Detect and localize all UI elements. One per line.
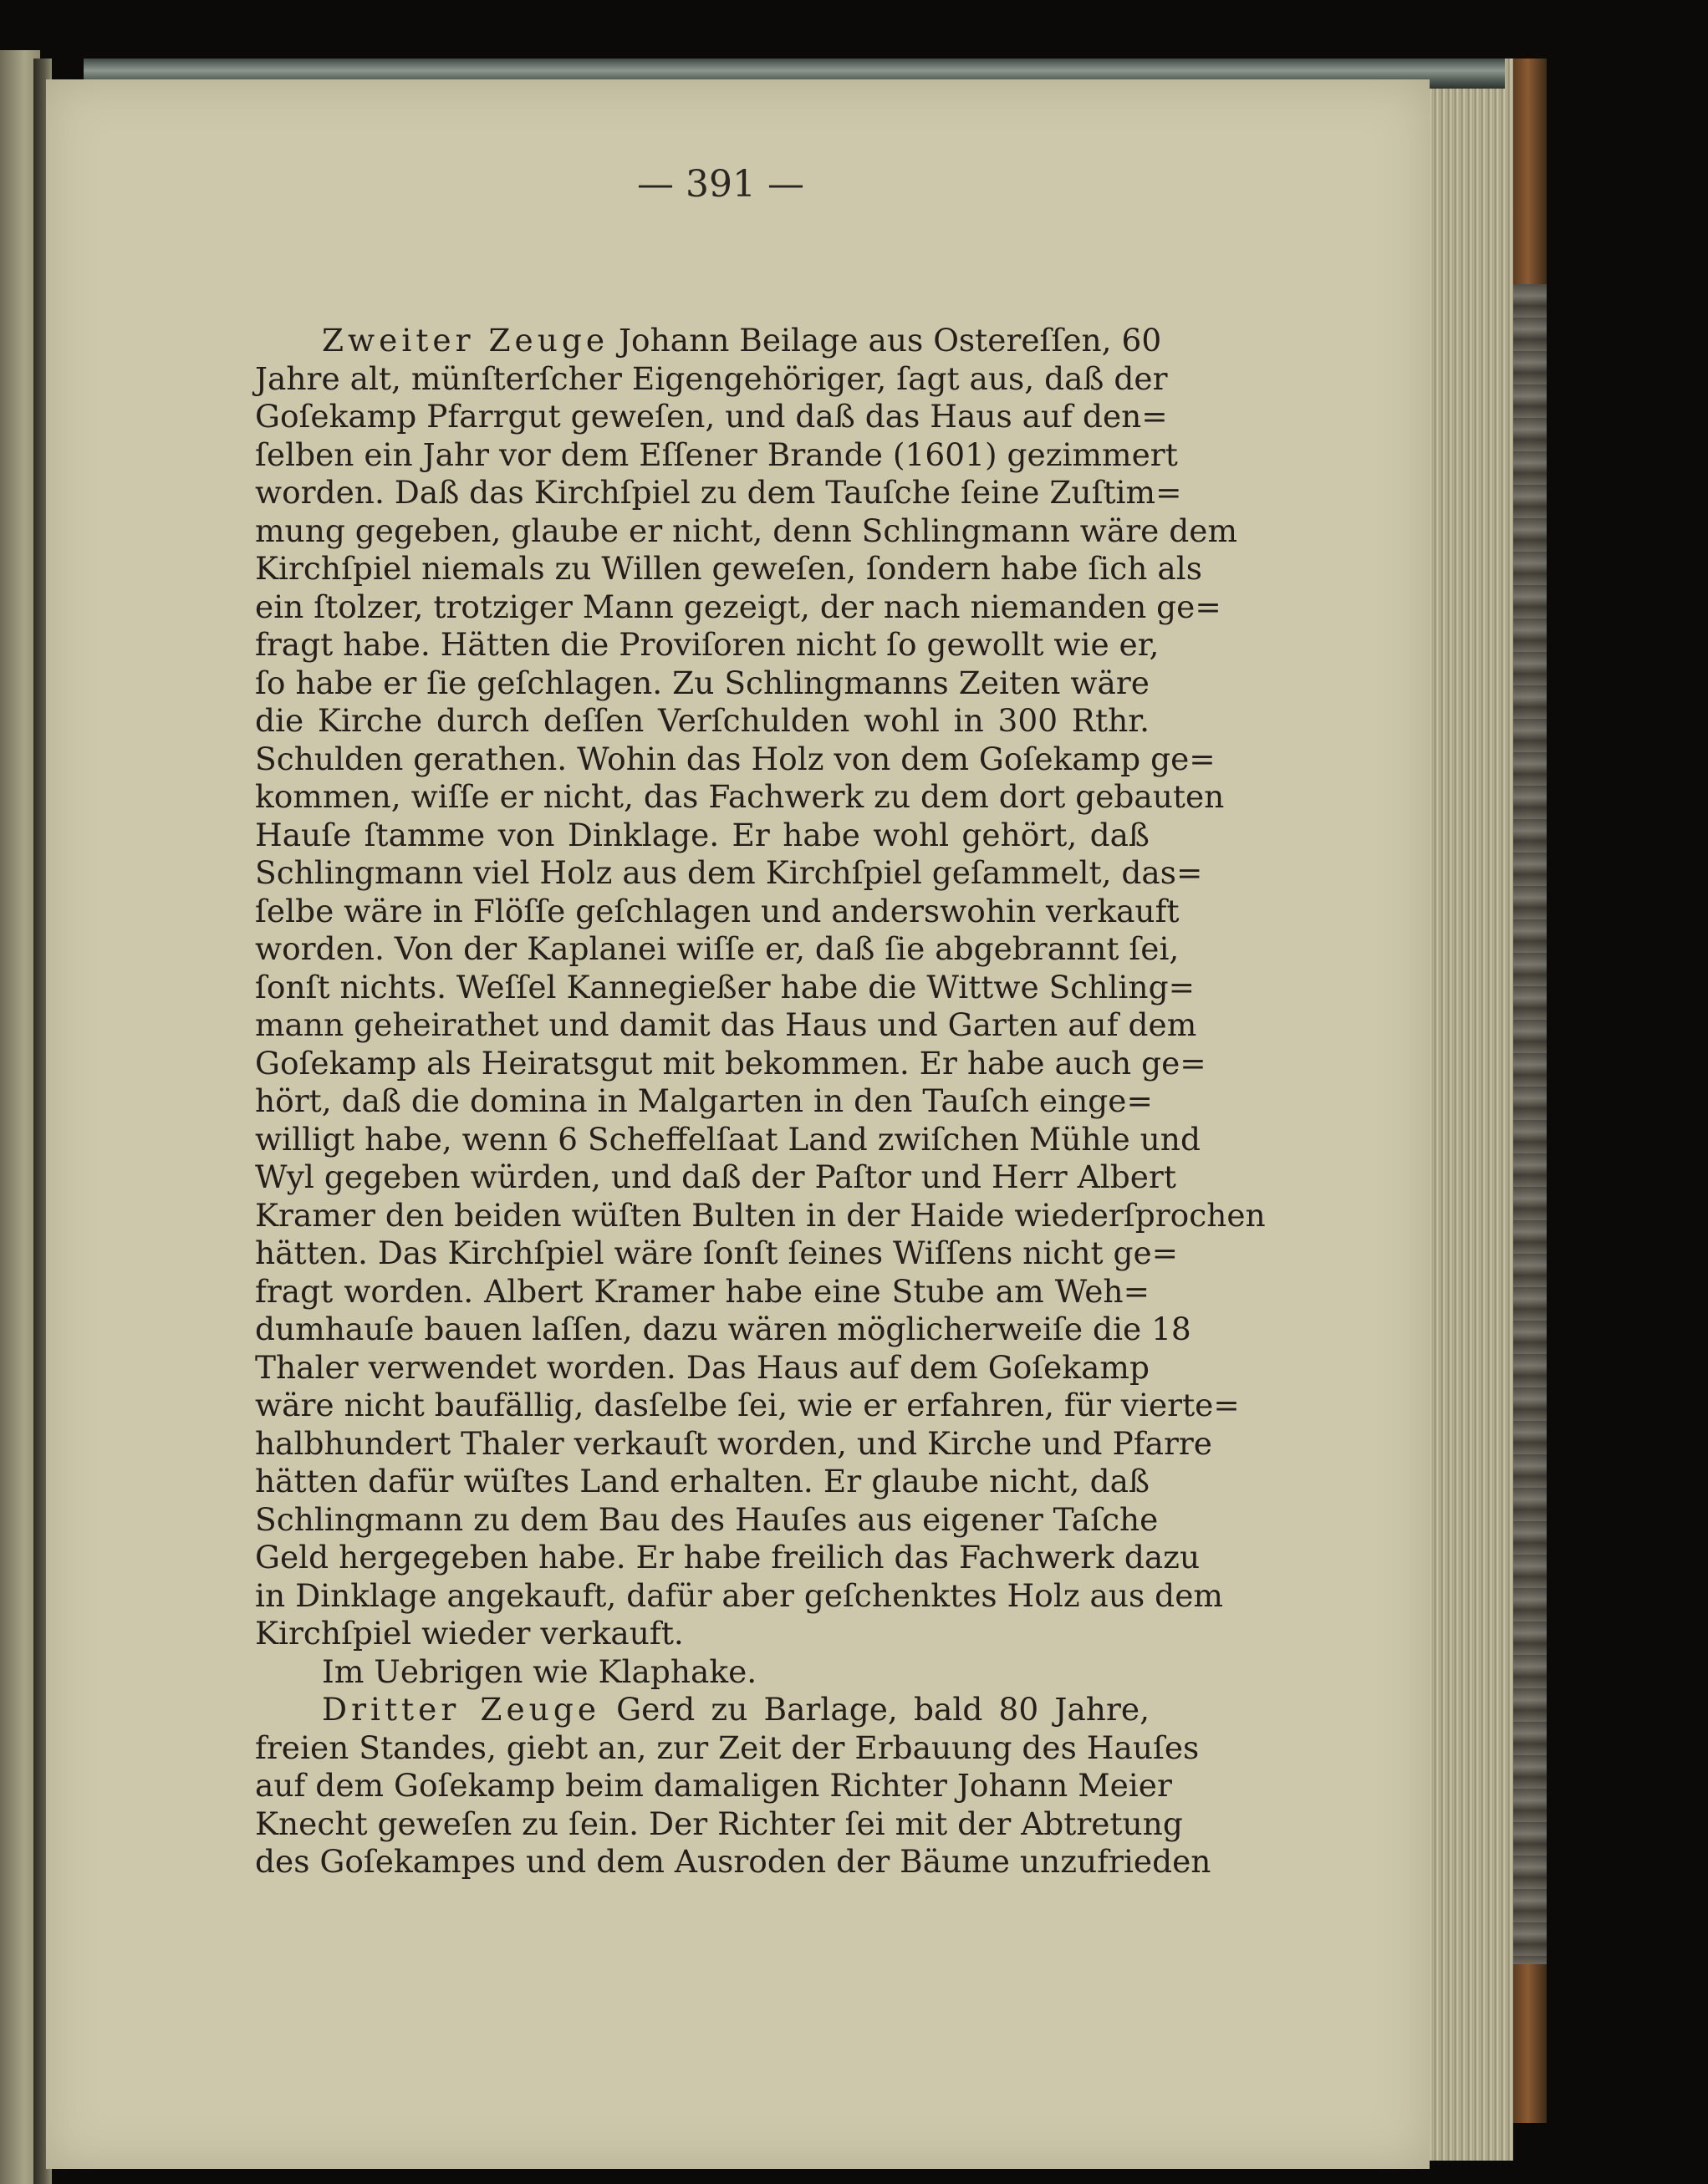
line-text: freien Standes, giebt an, zur Zeit der Erbauung des Hauſes (255, 1728, 1200, 1766)
line-text: wäre nicht baufällig, dasſelbe ſei, wie er erfahren, für vierte= (255, 1387, 1240, 1423)
text-line (255, 1387, 1240, 1425)
line-text: des Goſekampes und dem Ausroden der Bäume unzufrieden (255, 1843, 1211, 1880)
text-line (255, 588, 1221, 627)
text-line (255, 1424, 1212, 1464)
text-line (255, 322, 1162, 360)
text-line (255, 1006, 1197, 1045)
line-text: Knecht geweſen zu ſein. Der Richter ſei mit der Abtretung (255, 1805, 1183, 1842)
line-text: Geld hergegeben habe. Er habe freilich das Fachwerk dazu (255, 1539, 1201, 1576)
text-line (255, 1311, 1191, 1349)
line-text: Goſekamp Pfarrgut geweſen, und daß das Haus auf den= (255, 398, 1168, 435)
text-line (255, 1463, 1150, 1501)
text-line (255, 1120, 1201, 1159)
line-text: hört, daß die domina in Malgarten in den Tauſch einge= (255, 1082, 1153, 1119)
line-text: fragt worden. Albert Kramer habe eine Stube am Weh= (255, 1272, 1150, 1310)
line-text: fragt habe. Hätten die Proviſoren nicht ſo gewollt wie er, (255, 626, 1160, 663)
text-line (255, 1576, 1223, 1616)
text-line (255, 359, 1168, 399)
text-line (255, 778, 1225, 817)
line-text: Goſekamp als Heiratsgut mit bekommen. Er habe auch ge= (255, 1044, 1206, 1082)
text-line (255, 1805, 1183, 1844)
text-line (255, 1082, 1153, 1121)
text-line (255, 1691, 1150, 1729)
line-text: worden. Daß das Kirchſpiel zu dem Tauſche ſeine Zuſtim= (255, 474, 1182, 511)
line-text: Wyl gegeben würden, und daß der Paſtor und Herr Albert (255, 1158, 1176, 1195)
text-line (255, 892, 1180, 931)
text-line (255, 1615, 1150, 1653)
line-text: ein ſtolzer, trotziger Mann gezeigt, der nach niemanden ge= (255, 588, 1221, 625)
line-text: worden. Von der Kaplanei wiſſe er, daß ſie abgebrannt ſei, (255, 930, 1180, 967)
witness-heading: Dritter Zeuge (322, 1691, 601, 1728)
text-line (255, 664, 1150, 703)
text-line (255, 1158, 1176, 1197)
witness-heading: Zweiter Zeuge (322, 322, 609, 359)
line-text: hätten dafür wüſtes Land erhalten. Er glaube nicht, daß (255, 1463, 1150, 1499)
text-line (255, 702, 1150, 741)
line-text: Johann Beilage aus Ostereſſen, 60 (609, 322, 1162, 359)
text-line (255, 930, 1180, 969)
text-line (255, 512, 1238, 551)
text-line (255, 1767, 1172, 1805)
text-line (255, 1044, 1206, 1083)
line-text: mung gegeben, glaube er nicht, denn Schlingmann wäre dem (255, 512, 1238, 549)
text-line (255, 435, 1178, 475)
line-text: willigt habe, wenn 6 Scheffelſaat Land zwiſchen Mühle und (255, 1120, 1201, 1158)
line-text: ſelbe wäre in Flöſſe geſchlagen und anderswohin verkauft (255, 892, 1180, 929)
text-line (255, 550, 1202, 588)
line-text: Thaler verwendet worden. Das Haus auf dem Goſekamp (255, 1348, 1150, 1386)
line-text: dumhauſe bauen laſſen, dazu wären möglicherweiſe die 18 (255, 1311, 1191, 1347)
body-text (255, 322, 1266, 1881)
text-line (255, 817, 1150, 855)
line-text: die Kirche durch deſſen Verſchulden wohl in 300 Rthr. (255, 702, 1150, 739)
text-line (255, 1273, 1150, 1311)
line-text: hätten. Das Kirchſpiel wäre ſonſt ſeines Wiſſens nicht ge= (255, 1235, 1179, 1271)
line-text: kommen, wiſſe er nicht, das Fachwerk zu dem dort gebauten (255, 778, 1225, 815)
line-text: halbhundert Thaler verkauſt worden, und Kirche und Pfarre (255, 1424, 1212, 1462)
text-line (255, 1235, 1179, 1273)
line-text: ſelben ein Jahr vor dem Eſſener Brande (1601) gezimmert (255, 435, 1178, 473)
text-line (255, 968, 1195, 1007)
text-line (255, 626, 1160, 664)
text-line (255, 854, 1203, 893)
text-line (255, 1653, 1150, 1692)
text-line (255, 1196, 1266, 1235)
text-line (255, 1728, 1200, 1768)
line-text: Gerd zu Barlage, bald 80 Jahre, (600, 1691, 1150, 1728)
text-line (255, 474, 1182, 512)
line-text: Kirchſpiel wieder verkauft. (255, 1615, 684, 1652)
line-text: Schulden gerathen. Wohin das Holz von dem Goſekamp ge= (255, 740, 1216, 777)
line-text: Im Uebrigen wie Klaphake. (322, 1652, 757, 1690)
line-text: Hauſe ſtamme von Dinklage. Er habe wohl gehört, daß (255, 816, 1150, 853)
line-text: Schlingmann zu dem Bau des Hauſes aus eigener Taſche (255, 1500, 1159, 1538)
line-text: Schlingmann viel Holz aus dem Kirchſpiel geſammelt, das= (255, 854, 1203, 891)
line-text: Jahre alt, münſterſcher Eigengehöriger, ſagt aus, daß der (255, 359, 1168, 397)
line-text: ſo habe er ſie geſchlagen. Zu Schlingmanns Zeiten wäre (255, 664, 1150, 701)
line-text: auf dem Goſekamp beim damaligen Richter Johann Meier (255, 1767, 1172, 1804)
line-text: Kirchſpiel niemals zu Willen geweſen, ſondern habe ſich als (255, 550, 1202, 587)
line-text: Kramer den beiden wüſten Bulten in der Haide wiederſprochen (255, 1196, 1266, 1234)
line-text: mann geheirathet und damit das Haus und Garten auf dem (255, 1006, 1197, 1043)
text-line (255, 398, 1168, 436)
text-line (255, 740, 1216, 779)
line-text: in Dinklage angekauft, dafür aber geſchenktes Holz aus dem (255, 1576, 1223, 1614)
page-number: — 391 — (637, 163, 804, 206)
text-line (255, 1500, 1159, 1540)
line-text: ſonſt nichts. Weſſel Kannegießer habe die Wittwe Schling= (255, 968, 1195, 1005)
text-line (255, 1349, 1150, 1387)
text-line (255, 1539, 1201, 1577)
text-line (255, 1843, 1211, 1881)
